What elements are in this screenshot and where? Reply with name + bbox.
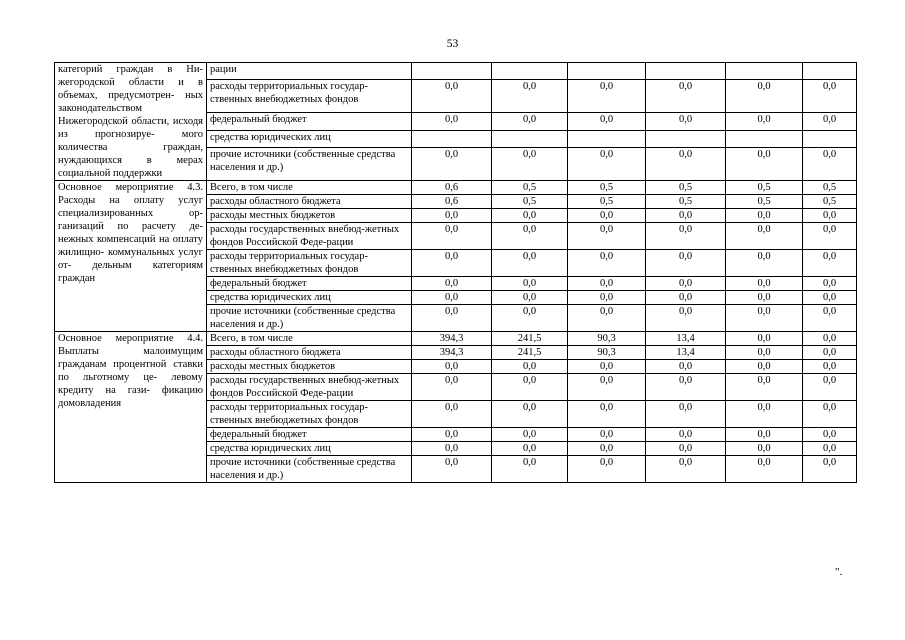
amount-cell: 0,0 bbox=[568, 277, 646, 291]
funding-source: расходы территориальных государ-ственных внебюджетных фондов bbox=[207, 250, 412, 277]
amount-cell: 0,0 bbox=[803, 346, 857, 360]
description-text: ганизаций по расчету де- bbox=[58, 221, 203, 232]
amount-cell: 0,0 bbox=[412, 456, 492, 483]
description-text: исходя из прогнозируе- bbox=[58, 116, 204, 140]
amount-cell: 0,0 bbox=[492, 360, 568, 374]
amount-cell: 0,0 bbox=[803, 360, 857, 374]
amount-cell bbox=[646, 130, 726, 147]
amount-cell bbox=[568, 130, 646, 147]
amount-cell: 0,0 bbox=[568, 209, 646, 223]
amount-cell: 0,0 bbox=[568, 80, 646, 113]
amount-cell: 0,0 bbox=[726, 332, 803, 346]
amount-cell bbox=[412, 63, 492, 80]
amount-cell bbox=[803, 63, 857, 80]
amount-cell: 0,0 bbox=[726, 456, 803, 483]
amount-cell: 0,0 bbox=[803, 374, 857, 401]
amount-cell: 0,0 bbox=[646, 147, 726, 180]
amount-cell: 0,0 bbox=[646, 209, 726, 223]
amount-cell: 0,6 bbox=[412, 195, 492, 209]
amount-cell: 0,0 bbox=[568, 147, 646, 180]
amount-cell: 0,0 bbox=[726, 374, 803, 401]
funding-source: Всего, в том числе bbox=[207, 332, 412, 346]
amount-cell: 0,0 bbox=[803, 442, 857, 456]
description-text: фикацию домовладения bbox=[58, 385, 204, 409]
amount-cell: 0,0 bbox=[646, 428, 726, 442]
amount-cell bbox=[568, 63, 646, 80]
amount-cell: 0,0 bbox=[492, 147, 568, 180]
amount-cell: 0,0 bbox=[803, 250, 857, 277]
amount-cell: 0,0 bbox=[568, 374, 646, 401]
amount-cell bbox=[803, 130, 857, 147]
activity-description-continued bbox=[55, 63, 207, 181]
amount-cell: 0,0 bbox=[492, 428, 568, 442]
amount-cell: 0,0 bbox=[646, 250, 726, 277]
description-text: 4.4. bbox=[187, 333, 203, 344]
description-text: мого количества граждан, bbox=[58, 129, 203, 153]
amount-cell: 90,3 bbox=[568, 332, 646, 346]
amount-cell: 0,0 bbox=[568, 360, 646, 374]
description-text: социальной поддержки bbox=[58, 168, 163, 179]
amount-cell: 0,0 bbox=[803, 332, 857, 346]
amount-cell: 0,5 bbox=[646, 181, 726, 195]
amount-cell: 13,4 bbox=[646, 346, 726, 360]
amount-cell: 0,0 bbox=[726, 209, 803, 223]
amount-cell: 0,5 bbox=[726, 181, 803, 195]
amount-cell: 0,0 bbox=[646, 442, 726, 456]
description-text: объемах, предусмотрен- bbox=[58, 90, 175, 101]
amount-cell: 394,3 bbox=[412, 346, 492, 360]
amount-cell: 0,0 bbox=[492, 250, 568, 277]
amount-cell: 0,0 bbox=[803, 428, 857, 442]
funding-source: федеральный бюджет bbox=[207, 113, 412, 130]
amount-cell: 241,5 bbox=[492, 346, 568, 360]
amount-cell: 0,0 bbox=[726, 442, 803, 456]
amount-cell: 0,0 bbox=[492, 277, 568, 291]
amount-cell: 0,0 bbox=[412, 209, 492, 223]
amount-cell: 90,3 bbox=[568, 346, 646, 360]
amount-cell: 13,4 bbox=[646, 332, 726, 346]
amount-cell: 0,0 bbox=[412, 428, 492, 442]
amount-cell: 0,0 bbox=[803, 277, 857, 291]
description-text: нежных компенсаций на bbox=[58, 234, 170, 245]
amount-cell: 0,0 bbox=[412, 223, 492, 250]
amount-cell: 0,5 bbox=[803, 181, 857, 195]
amount-cell: 0,0 bbox=[568, 401, 646, 428]
amount-cell: 0,0 bbox=[803, 291, 857, 305]
amount-cell: 0,0 bbox=[646, 456, 726, 483]
amount-cell: 0,0 bbox=[803, 209, 857, 223]
description-text: коммунальных услуг от- bbox=[58, 247, 203, 271]
funding-source: прочие источники (собственные средства населения и др.) bbox=[207, 305, 412, 332]
budget-table bbox=[54, 62, 857, 483]
amount-cell: 0,5 bbox=[492, 181, 568, 195]
funding-source: прочие источники (собственные средства населения и др.) bbox=[207, 147, 412, 180]
description-text: Выплаты малоимущим bbox=[58, 346, 203, 357]
amount-cell: 0,0 bbox=[803, 456, 857, 483]
amount-cell: 0,0 bbox=[646, 360, 726, 374]
amount-cell: 0,0 bbox=[492, 291, 568, 305]
amount-cell: 0,5 bbox=[568, 181, 646, 195]
amount-cell: 241,5 bbox=[492, 332, 568, 346]
amount-cell: 0,0 bbox=[726, 305, 803, 332]
amount-cell: 0,0 bbox=[492, 442, 568, 456]
amount-cell: 0,0 bbox=[492, 223, 568, 250]
amount-cell: 0,0 bbox=[646, 305, 726, 332]
funding-source: расходы областного бюджета bbox=[207, 346, 412, 360]
amount-cell: 0,0 bbox=[726, 113, 803, 130]
amount-cell: 0,0 bbox=[726, 346, 803, 360]
funding-source: расходы территориальных государ-ственных внебюджетных фондов bbox=[207, 80, 412, 113]
table-row bbox=[55, 181, 857, 195]
description-text: гражданам процентной bbox=[58, 359, 167, 370]
amount-cell: 0,0 bbox=[492, 374, 568, 401]
amount-cell: 0,0 bbox=[492, 401, 568, 428]
funding-source: прочие источники (собственные средства населения и др.) bbox=[207, 456, 412, 483]
funding-source: рации bbox=[207, 63, 412, 80]
amount-cell: 0,0 bbox=[803, 113, 857, 130]
description-text: ставки по льготному це- bbox=[58, 359, 203, 383]
description-text: Расходы на оплату услуг bbox=[58, 195, 203, 206]
amount-cell: 0,0 bbox=[803, 80, 857, 113]
funding-source: средства юридических лиц bbox=[207, 130, 412, 147]
amount-cell: 0,0 bbox=[412, 291, 492, 305]
funding-source: расходы местных бюджетов bbox=[207, 360, 412, 374]
funding-source: расходы государственных внебюд-жетных фондов Российской Феде-рации bbox=[207, 223, 412, 250]
description-text: оплату жилищно- bbox=[58, 234, 203, 258]
amount-cell: 394,3 bbox=[412, 332, 492, 346]
funding-source: расходы территориальных государ-ственных внебюджетных фондов bbox=[207, 401, 412, 428]
description-text: граждан bbox=[58, 273, 96, 284]
amount-cell: 0,0 bbox=[646, 223, 726, 250]
amount-cell: 0,0 bbox=[726, 428, 803, 442]
amount-cell: 0,0 bbox=[492, 305, 568, 332]
amount-cell bbox=[492, 130, 568, 147]
amount-cell bbox=[726, 130, 803, 147]
description-text: нуждающихся в мерах bbox=[58, 155, 203, 166]
description-text: Основное мероприятие bbox=[58, 182, 174, 193]
activity-description bbox=[55, 181, 207, 332]
amount-cell: 0,0 bbox=[726, 147, 803, 180]
amount-cell bbox=[492, 63, 568, 80]
amount-cell: 0,0 bbox=[726, 401, 803, 428]
amount-cell: 0,0 bbox=[412, 401, 492, 428]
amount-cell: 0,0 bbox=[803, 147, 857, 180]
amount-cell: 0,0 bbox=[492, 113, 568, 130]
amount-cell: 0,0 bbox=[568, 442, 646, 456]
amount-cell: 0,0 bbox=[646, 291, 726, 305]
amount-cell: 0,0 bbox=[803, 223, 857, 250]
amount-cell: 0,0 bbox=[803, 401, 857, 428]
amount-cell: 0,0 bbox=[646, 80, 726, 113]
funding-source: расходы государственных внебюд-жетных фондов Российской Феде-рации bbox=[207, 374, 412, 401]
amount-cell: 0,0 bbox=[726, 291, 803, 305]
description-text: Основное мероприятие bbox=[58, 333, 174, 344]
amount-cell: 0,0 bbox=[412, 250, 492, 277]
page-number: 53 bbox=[446, 38, 459, 50]
amount-cell: 0,0 bbox=[568, 250, 646, 277]
amount-cell: 0,0 bbox=[568, 223, 646, 250]
amount-cell: 0,0 bbox=[492, 456, 568, 483]
funding-source: федеральный бюджет bbox=[207, 428, 412, 442]
amount-cell: 0,0 bbox=[412, 442, 492, 456]
amount-cell: 0,0 bbox=[726, 360, 803, 374]
amount-cell: 0,5 bbox=[726, 195, 803, 209]
description-text: специализированных ор- bbox=[58, 208, 203, 219]
description-text: 4.3. bbox=[187, 182, 203, 193]
amount-cell: 0,0 bbox=[568, 113, 646, 130]
amount-cell: 0,0 bbox=[646, 277, 726, 291]
amount-cell bbox=[726, 63, 803, 80]
description-text: левому кредиту на гази- bbox=[58, 372, 203, 396]
amount-cell: 0,0 bbox=[412, 113, 492, 130]
description-text: жегородской области и в bbox=[58, 77, 203, 88]
table-row bbox=[55, 332, 857, 346]
amount-cell: 0,5 bbox=[492, 195, 568, 209]
amount-cell: 0,0 bbox=[492, 209, 568, 223]
amount-cell: 0,0 bbox=[726, 223, 803, 250]
closing-mark: ". bbox=[835, 566, 843, 578]
amount-cell: 0,0 bbox=[412, 80, 492, 113]
amount-cell: 0,0 bbox=[803, 305, 857, 332]
description-text: дельным категориям bbox=[92, 260, 203, 271]
amount-cell: 0,5 bbox=[568, 195, 646, 209]
activity-description bbox=[55, 332, 207, 483]
table-row bbox=[55, 63, 857, 80]
amount-cell: 0,0 bbox=[726, 250, 803, 277]
amount-cell: 0,0 bbox=[568, 456, 646, 483]
description-text: ных законодательством bbox=[58, 90, 204, 114]
funding-source: расходы областного бюджета bbox=[207, 195, 412, 209]
table-body bbox=[55, 63, 857, 483]
funding-source: расходы местных бюджетов bbox=[207, 209, 412, 223]
amount-cell: 0,0 bbox=[412, 147, 492, 180]
amount-cell: 0,0 bbox=[412, 360, 492, 374]
amount-cell: 0,0 bbox=[646, 374, 726, 401]
amount-cell bbox=[646, 63, 726, 80]
amount-cell: 0,5 bbox=[803, 195, 857, 209]
amount-cell: 0,0 bbox=[568, 305, 646, 332]
funding-source: Всего, в том числе bbox=[207, 181, 412, 195]
amount-cell: 0,0 bbox=[646, 401, 726, 428]
amount-cell: 0,0 bbox=[568, 428, 646, 442]
amount-cell: 0,5 bbox=[646, 195, 726, 209]
amount-cell: 0,0 bbox=[412, 374, 492, 401]
amount-cell: 0,0 bbox=[412, 305, 492, 332]
amount-cell: 0,0 bbox=[726, 80, 803, 113]
amount-cell: 0,0 bbox=[726, 277, 803, 291]
amount-cell: 0,0 bbox=[568, 291, 646, 305]
funding-source: федеральный бюджет bbox=[207, 277, 412, 291]
description-text: категорий граждан в Ни- bbox=[58, 64, 203, 75]
amount-cell: 0,0 bbox=[492, 80, 568, 113]
amount-cell: 0,0 bbox=[412, 277, 492, 291]
amount-cell bbox=[412, 130, 492, 147]
amount-cell: 0,0 bbox=[646, 113, 726, 130]
description-text: Нижегородской области, bbox=[58, 116, 170, 127]
amount-cell: 0,6 bbox=[412, 181, 492, 195]
funding-source: средства юридических лиц bbox=[207, 442, 412, 456]
funding-source: средства юридических лиц bbox=[207, 291, 412, 305]
